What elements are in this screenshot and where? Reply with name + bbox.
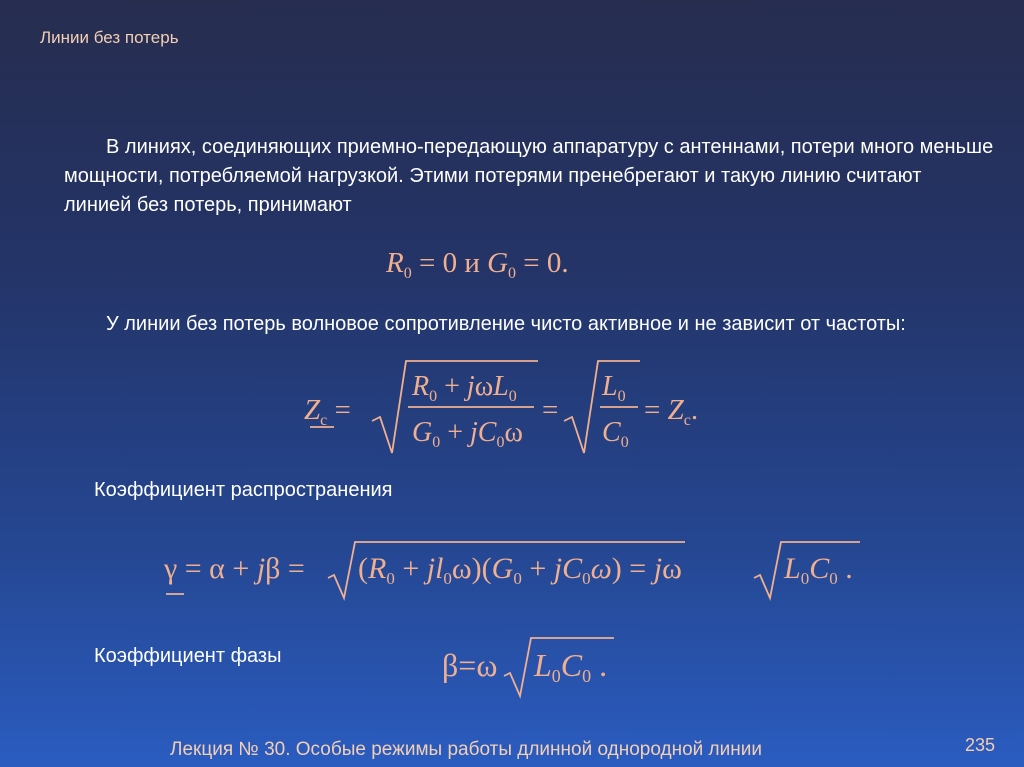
paragraph-lossless-intro bbox=[64, 133, 994, 220]
formula-wave-impedance bbox=[300, 355, 720, 465]
svg-text:γ = α + jβ =: γ = α + jβ = bbox=[164, 552, 305, 585]
svg-text:R0 = 0 и G0 = 0.: $R_0 = 0$ и $G_0 = 0$. bbox=[386, 247, 569, 282]
paragraph-1-text: В линиях, соединяющих приемно-передающую аппаратуру с антеннами, потери много меньше мощности, потребляемой нагрузкой. Этими потерями пренебрегают и такую линию считают линией без потерь, принимают bbox=[64, 136, 994, 216]
svg-text:C0: $C_0$ bbox=[602, 417, 629, 451]
page-number: 235 bbox=[965, 735, 996, 755]
label-propagation-coefficient: Коэффициент распространения bbox=[94, 479, 393, 501]
label-phase-coefficient: Коэффициент фазы bbox=[94, 645, 282, 667]
svg-text:L0: $L_0$ bbox=[602, 371, 626, 405]
paragraph-2-text: У линии без потерь волновое сопротивление чисто активное и не зависит от частоты: bbox=[106, 313, 906, 335]
svg-text:L0C0 .: $L_0C_0$ . bbox=[784, 552, 853, 588]
paragraph-wave-impedance bbox=[64, 310, 994, 339]
svg-text:=: = bbox=[542, 394, 559, 426]
svg-text:L0C0 .: L0C0 . bbox=[534, 647, 608, 686]
formula-propagation-coefficient bbox=[160, 532, 880, 604]
svg-text:G0 + jC0ω: $G_0 + jC_0\omega$ bbox=[412, 417, 523, 451]
svg-text:= Zc.: = $Z_c$. bbox=[644, 394, 699, 429]
slide-title: Линии без потерь bbox=[40, 28, 179, 47]
svg-text:(R0 + jl0ω)(G0 + jC0ω) = jω: $(R_0 + jl_0\omega)(G_0 + jC_0\omega) = j\omega$ bbox=[358, 552, 682, 588]
svg-text:β=ω: β=ω bbox=[442, 647, 498, 683]
footer-lecture-title: Лекция № 30. Особые режимы работы длинной однородной линии bbox=[170, 739, 762, 760]
formula-phase-coefficient bbox=[438, 628, 658, 700]
svg-text:Zc =: $Z_c$ = bbox=[304, 394, 351, 429]
formula-r0-g0 bbox=[380, 240, 620, 286]
svg-text:R0 + jωL0: $R_0 + j\omega L_0$ bbox=[412, 371, 517, 405]
